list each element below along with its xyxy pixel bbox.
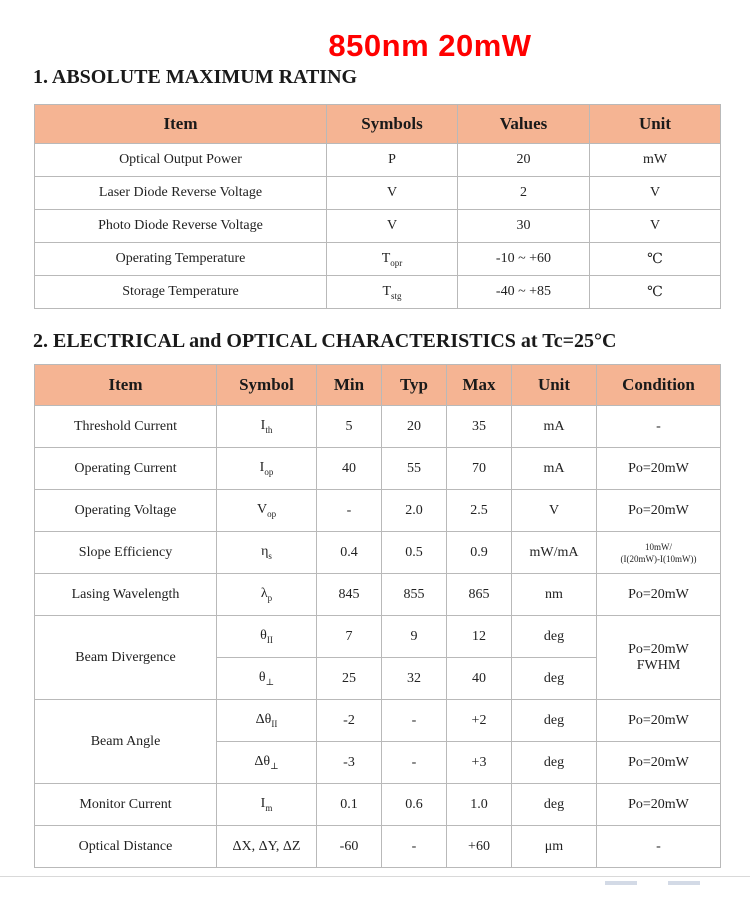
electrical-optical-table [34,364,721,868]
page-bottom-divider [0,876,750,877]
cell-max: 40 [447,658,512,700]
cell-unit: deg [512,784,597,826]
cell-typ: 9 [382,616,447,658]
cell-min: 0.4 [317,532,382,574]
table-row [35,490,721,532]
col-header-min: Min [317,365,382,406]
table-row [35,784,721,826]
cell-min: 845 [317,574,382,616]
table-row [35,243,721,276]
cell-item: Optical Distance [35,826,217,868]
cell-value: 30 [458,210,590,243]
cell-typ: - [382,742,447,784]
table-row [35,448,721,490]
cell-symbol: $\lambda_p$ [217,574,317,616]
cell-unit: nm [512,574,597,616]
scroll-indicator [605,881,637,885]
cell-condition: Po=20mW [597,448,721,490]
cell-unit: V [590,177,721,210]
cell-unit: deg [512,742,597,784]
cell-symbol: $T_{stg}$ [327,276,458,309]
table-row [35,616,721,658]
cell-unit: ℃ [590,276,721,309]
col-header-symbol: Symbol [217,365,317,406]
cell-symbol: $I_m$ [217,784,317,826]
cell-symbol: V [327,177,458,210]
cell-max: +3 [447,742,512,784]
cell-symbol: $I_{th}$ [217,406,317,448]
cell-unit: mA [512,448,597,490]
cell-symbol: $\Delta\theta_{II}$ [217,700,317,742]
cell-min: 25 [317,658,382,700]
cell-typ: - [382,700,447,742]
table-row [35,210,721,243]
condition-line-1: 10mW/ [645,541,672,552]
cell-max: +60 [447,826,512,868]
cell-item: Beam Divergence [35,616,217,700]
cell-condition: Po=20mW [597,784,721,826]
cell-typ: - [382,826,447,868]
table-row [35,700,721,742]
cell-unit: mW [590,144,721,177]
cell-item: Lasing Wavelength [35,574,217,616]
cell-unit: μm [512,826,597,868]
cell-condition: - [597,826,721,868]
cell-item: Photo Diode Reverse Voltage [35,210,327,243]
cell-unit: deg [512,700,597,742]
cell-condition [597,532,721,574]
cell-max: 865 [447,574,512,616]
cell-item: Operating Current [35,448,217,490]
cell-condition: Po=20mW [597,490,721,532]
cell-min: 5 [317,406,382,448]
cell-item: Threshold Current [35,406,217,448]
product-banner: 850nm 20mW [328,28,532,63]
col-header-unit: Unit [512,365,597,406]
cell-condition: Po=20mW [597,742,721,784]
col-header-unit: Unit [590,105,721,144]
col-header-item: Item [35,365,217,406]
table-row [35,826,721,868]
cell-symbol: $I_{op}$ [217,448,317,490]
cell-item: Laser Diode Reverse Voltage [35,177,327,210]
cell-typ: 0.6 [382,784,447,826]
cell-value: -40 ~ +85 [458,276,590,309]
condition-line-2: FWHM [636,657,681,673]
table-row [35,574,721,616]
cell-unit: V [590,210,721,243]
cell-min: 40 [317,448,382,490]
cell-condition: Po=20mW [597,700,721,742]
cell-item: Storage Temperature [35,276,327,309]
cell-typ: 20 [382,406,447,448]
cell-symbol: $\theta_{II}$ [217,616,317,658]
cell-item: Beam Angle [35,700,217,784]
cell-item: Operating Voltage [35,490,217,532]
cell-max: 0.9 [447,532,512,574]
cell-condition: - [597,406,721,448]
col-header-condition: Condition [597,365,721,406]
col-header-max: Max [447,365,512,406]
cell-item: Operating Temperature [35,243,327,276]
cell-item: Optical Output Power [35,144,327,177]
table-row [35,406,721,448]
cell-min: -3 [317,742,382,784]
cell-min: 0.1 [317,784,382,826]
cell-max: 1.0 [447,784,512,826]
cell-typ: 32 [382,658,447,700]
cell-unit: deg [512,616,597,658]
cell-min: -2 [317,700,382,742]
table-row [35,144,721,177]
cell-symbol: $\theta_\perp$ [217,658,317,700]
condition-line-1: Po=20mW [628,641,689,657]
col-header-typ: Typ [382,365,447,406]
cell-min: - [317,490,382,532]
cell-item: Monitor Current [35,784,217,826]
table-header-row [35,105,721,144]
cell-condition: Po=20mW [597,574,721,616]
cell-min: 7 [317,616,382,658]
cell-symbol: $T_{opr}$ [327,243,458,276]
cell-condition [597,616,721,700]
cell-symbol: P [327,144,458,177]
cell-unit: mA [512,406,597,448]
table-row [35,276,721,309]
table-row [35,177,721,210]
cell-value: 2 [458,177,590,210]
col-header-item: Item [35,105,327,144]
table-header-row [35,365,721,406]
cell-max: 70 [447,448,512,490]
cell-symbol: $\eta_s$ [217,532,317,574]
cell-max: 35 [447,406,512,448]
cell-max: 12 [447,616,512,658]
cell-max: 2.5 [447,490,512,532]
cell-symbol: $\Delta\theta_\perp$ [217,742,317,784]
condition-line-2: (I(20mW)-I(10mW)) [620,553,697,564]
scroll-indicator [668,881,700,885]
cell-unit: deg [512,658,597,700]
table-row [35,532,721,574]
cell-unit: V [512,490,597,532]
cell-typ: 855 [382,574,447,616]
cell-unit: ℃ [590,243,721,276]
cell-min: -60 [317,826,382,868]
section-title-electrical-optical: 2. ELECTRICAL and OPTICAL CHARACTERISTICS at Tc=25°C [33,330,617,352]
cell-symbol: ΔX, ΔY, ΔZ [217,826,317,868]
cell-typ: 2.0 [382,490,447,532]
cell-typ: 0.5 [382,532,447,574]
cell-item: Slope Efficiency [35,532,217,574]
cell-symbol: $V_{op}$ [217,490,317,532]
cell-symbol: V [327,210,458,243]
cell-max: +2 [447,700,512,742]
section-title-absolute-max: 1. ABSOLUTE MAXIMUM RATING [33,66,358,88]
col-header-symbols: Symbols [327,105,458,144]
cell-value: 20 [458,144,590,177]
col-header-values: Values [458,105,590,144]
cell-value: -10 ~ +60 [458,243,590,276]
cell-unit: mW/mA [512,532,597,574]
absolute-max-rating-table [34,104,721,309]
cell-typ: 55 [382,448,447,490]
